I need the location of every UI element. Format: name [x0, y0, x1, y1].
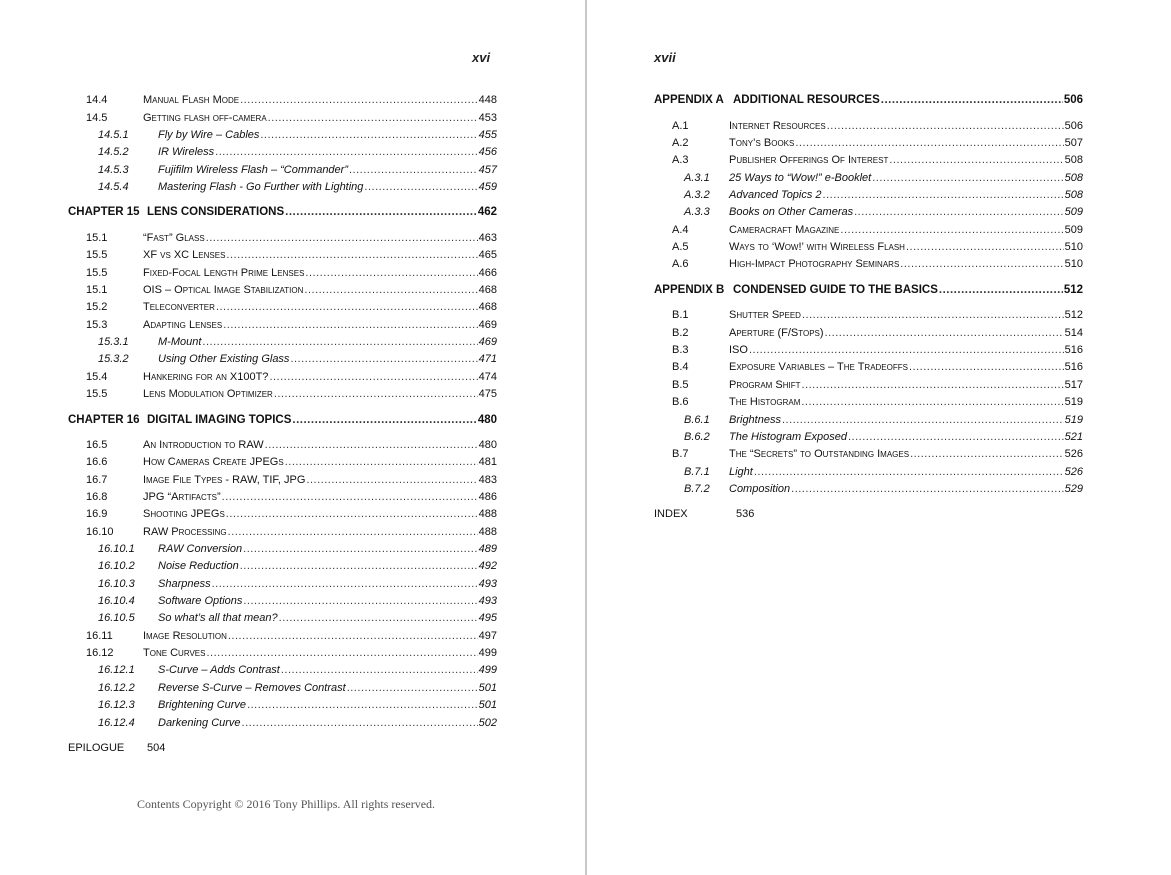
- toc-entry-row: [672, 359, 1083, 376]
- toc-entry-page: 459: [478, 181, 497, 193]
- toc-entry-number: B.7.1: [684, 466, 710, 478]
- toc-entry-title: OIS – Optical Image Stabilization: [143, 284, 304, 296]
- toc-entry-page: 457: [478, 164, 497, 176]
- toc-entry-page: 475: [478, 388, 497, 400]
- toc-entry-row: [684, 170, 1083, 187]
- toc-entry-title: Software Options: [158, 595, 243, 607]
- toc-entry-row: [86, 506, 497, 523]
- toc-entry-number: 16.9: [86, 508, 108, 520]
- toc-entry-title: Noise Reduction: [158, 560, 239, 572]
- toc-entry-page: 456: [478, 146, 497, 158]
- toc-entry-page: 453: [478, 112, 497, 124]
- toc-entry-page: 471: [478, 353, 497, 365]
- dot-leader: [802, 377, 1064, 394]
- toc-entry-number: 14.5.1: [98, 129, 129, 141]
- toc-entry-page: 516: [1064, 344, 1083, 356]
- dot-leader: [247, 697, 478, 714]
- toc-entry-page: 483: [478, 474, 497, 486]
- toc-entry-page: 508: [1064, 154, 1083, 166]
- right-page: [587, 0, 1171, 875]
- toc-chapter-row: [654, 282, 1083, 299]
- toc-entry-row: [86, 299, 497, 316]
- toc-entry-number: 15.5: [86, 249, 108, 261]
- toc-entry-row: [672, 152, 1083, 169]
- toc-entry-page: 509: [1064, 206, 1083, 218]
- toc-entry-title: “Fast” Glass: [143, 232, 205, 244]
- dot-leader: [801, 394, 1063, 411]
- dot-leader: [228, 524, 478, 541]
- dot-leader: [909, 359, 1064, 376]
- toc-entry-number: 16.10.1: [98, 543, 135, 555]
- toc-entry-number: B.7.2: [684, 483, 710, 495]
- toc-entry-row: [672, 239, 1083, 256]
- dot-leader: [228, 628, 478, 645]
- toc-entry-page: 462: [477, 206, 497, 218]
- toc-entry-title: The Histogram: [729, 396, 801, 408]
- toc-entry-title: Darkening Curve: [158, 717, 241, 729]
- toc-entry-row: [86, 247, 497, 264]
- toc-entry-number: 15.5: [86, 267, 108, 279]
- toc-entry-page: 465: [478, 249, 497, 261]
- toc-entry-title: Lens Modulation Optimizer: [143, 388, 273, 400]
- toc-entry-number: 16.12.1: [98, 664, 135, 676]
- copyright-notice: Contents Copyright © 2016 Tony Phillips. All rights reserved.: [137, 797, 436, 811]
- toc-entry-row: [98, 697, 497, 714]
- toc-entry-title: Getting flash off-camera: [143, 112, 267, 124]
- toc-entry-page: 521: [1064, 431, 1083, 443]
- toc-entry-number: 16.10.5: [98, 612, 135, 624]
- toc-entry-number: 16.12: [86, 647, 114, 659]
- toc-entry-row: [684, 204, 1083, 221]
- toc-entry-title: Shooting JPEGs: [143, 508, 225, 520]
- toc-entry-row: [86, 628, 497, 645]
- left-page: [0, 0, 585, 875]
- toc-entry-row: [684, 464, 1083, 481]
- toc-entry-number: A.3.1: [684, 172, 710, 184]
- toc-entry-row: [86, 92, 497, 109]
- dot-leader: [749, 342, 1064, 359]
- toc-entry-page: 468: [478, 284, 497, 296]
- toc-entry-row: [86, 524, 497, 541]
- toc-entry-title: Shutter Speed: [729, 309, 801, 321]
- toc-entry-title: Cameracraft Magazine: [729, 224, 840, 236]
- toc-chapter-row: [68, 204, 497, 221]
- dot-leader: [347, 680, 478, 697]
- toc-entry-number: APPENDIX B: [654, 284, 725, 296]
- toc-entry-row: [86, 317, 497, 334]
- toc-entry-row: [98, 610, 497, 627]
- toc-entry-number: 16.8: [86, 491, 108, 503]
- dot-leader: [795, 135, 1063, 152]
- toc-entry-row: [98, 541, 497, 558]
- toc-entry-title: 25 Ways to “Wow!” e-Booklet: [729, 172, 872, 184]
- toc-entry-number: 14.5.2: [98, 146, 129, 158]
- toc-entry-page: 512: [1063, 284, 1083, 296]
- toc-entry-row: [86, 265, 497, 282]
- dot-leader: [782, 412, 1064, 429]
- toc-entry-number: 15.3.2: [98, 353, 129, 365]
- toc-entry-number: A.6: [672, 258, 689, 270]
- toc-entry-title: Mastering Flash - Go Further with Lighting: [158, 181, 364, 193]
- toc-entry-row: [672, 446, 1083, 463]
- dot-leader: [290, 351, 477, 368]
- toc-section-row: [654, 506, 1083, 523]
- toc-entry-row: [98, 680, 497, 697]
- toc-entry-page: 499: [478, 664, 497, 676]
- toc-entry-title: The Histogram Exposed: [729, 431, 847, 443]
- page-number: xvii: [654, 50, 676, 65]
- toc-entry-title: Tony’s Books: [729, 137, 795, 149]
- toc-entry-row: [98, 558, 497, 575]
- toc-entry-row: [684, 429, 1083, 446]
- toc-entry-number: 15.2: [86, 301, 108, 313]
- dot-leader: [226, 247, 477, 264]
- dot-leader: [206, 645, 477, 662]
- toc-entry-row: [86, 110, 497, 127]
- dot-leader: [240, 92, 478, 109]
- toc-entry-number: A.3.2: [684, 189, 710, 201]
- dot-leader: [881, 92, 1063, 109]
- dot-leader: [304, 282, 477, 299]
- dot-leader: [206, 230, 478, 247]
- toc-entry-row: [98, 715, 497, 732]
- toc-entry-title: Sharpness: [158, 578, 211, 590]
- toc-entry-row: [86, 454, 497, 471]
- toc-entry-title: XF vs XC Lenses: [143, 249, 226, 261]
- toc-entry-page: 486: [478, 491, 497, 503]
- toc-entry-row: [672, 325, 1083, 342]
- toc-entry-page: 469: [478, 336, 497, 348]
- dot-leader: [279, 610, 478, 627]
- toc-entry-title: Teleconverter: [143, 301, 215, 313]
- dot-leader: [240, 558, 478, 575]
- dot-leader: [900, 256, 1063, 273]
- toc-entry-row: [86, 386, 497, 403]
- dot-leader: [364, 179, 477, 196]
- toc-entry-page: 510: [1064, 241, 1083, 253]
- dot-leader: [265, 437, 478, 454]
- toc-entry-number: B.3: [672, 344, 689, 356]
- toc-entry-number: 16.6: [86, 456, 108, 468]
- toc-entry-row: [86, 472, 497, 489]
- toc-entry-page: 507: [1064, 137, 1083, 149]
- toc-entry-page: 466: [478, 267, 497, 279]
- toc-entry-page: 526: [1064, 466, 1083, 478]
- toc-entry-row: [98, 593, 497, 610]
- toc-entry-title: RAW Processing: [143, 526, 227, 538]
- toc-entry-page: 509: [1064, 224, 1083, 236]
- toc-entry-row: [672, 256, 1083, 273]
- dot-leader: [260, 127, 477, 144]
- dot-leader: [825, 325, 1064, 342]
- toc-entry-number: A.5: [672, 241, 689, 253]
- toc-entry-number: 16.10.3: [98, 578, 135, 590]
- toc-entry-page: 501: [478, 682, 497, 694]
- toc-entry-title: ADDITIONAL RESOURCES: [733, 94, 880, 106]
- toc-entry-row: [86, 489, 497, 506]
- dot-leader: [281, 662, 478, 679]
- toc-entry-title: Manual Flash Mode: [143, 94, 240, 106]
- toc-entry-title: High-Impact Photography Seminars: [729, 258, 900, 270]
- toc-entry-row: [672, 342, 1083, 359]
- toc-entry-row: [672, 118, 1083, 135]
- dot-leader: [791, 481, 1064, 498]
- toc-entry-page: 519: [1064, 396, 1083, 408]
- toc-entry-number: 14.5.4: [98, 181, 129, 193]
- toc-entry-title: How Cameras Create JPEGs: [143, 456, 284, 468]
- toc-entry-number: APPENDIX A: [654, 94, 724, 106]
- toc-entry-title: Fixed-Focal Length Prime Lenses: [143, 267, 305, 279]
- toc-entry-number: 15.3.1: [98, 336, 129, 348]
- toc-entry-number: 16.5: [86, 439, 108, 451]
- toc-entry-title: Light: [729, 466, 753, 478]
- toc-entry-row: [98, 662, 497, 679]
- toc-entry-title: Image Resolution: [143, 630, 227, 642]
- dot-leader: [889, 152, 1063, 169]
- toc-entry-number: 16.12.2: [98, 682, 135, 694]
- dot-leader: [802, 307, 1064, 324]
- dot-leader: [823, 187, 1064, 204]
- toc-entry-page: 493: [478, 578, 497, 590]
- toc-entry-page: 508: [1064, 189, 1083, 201]
- toc-entry-page: 512: [1064, 309, 1083, 321]
- toc-entry-number: B.6.1: [684, 414, 710, 426]
- toc-entry-number: 14.5: [86, 112, 108, 124]
- toc-entry-number: A.1: [672, 120, 689, 132]
- toc-entry-page: 469: [478, 319, 497, 331]
- toc-entry-title: Ways to ‘Wow!’ with Wireless Flash: [729, 241, 905, 253]
- toc-entry-title: Fujifilm Wireless Flash – “Commander”: [158, 164, 348, 176]
- toc-entry-title: Image File Types - RAW, TIF, JPG: [143, 474, 306, 486]
- toc-entry-page: 506: [1064, 120, 1083, 132]
- toc-entry-page: 489: [478, 543, 497, 555]
- toc-entry-number: 15.5: [86, 388, 108, 400]
- toc-entry-row: [672, 307, 1083, 324]
- toc-entry-row: [672, 394, 1083, 411]
- toc-entry-number: B.6: [672, 396, 689, 408]
- toc-entry-page: 514: [1064, 327, 1083, 339]
- toc-entry-title: Exposure Variables – The Tradeoffs: [729, 361, 908, 373]
- dot-leader: [226, 506, 478, 523]
- toc-entry-title: Aperture (F/Stops): [729, 327, 824, 339]
- toc-chapter-row: [654, 92, 1083, 109]
- dot-leader: [754, 464, 1064, 481]
- dot-leader: [292, 412, 476, 429]
- dot-leader: [910, 446, 1064, 463]
- toc-entry-page: 463: [478, 232, 497, 244]
- toc-entry-number: INDEX: [654, 508, 688, 520]
- dot-leader: [202, 334, 477, 351]
- dot-leader: [243, 541, 477, 558]
- toc-entry-number: B.2: [672, 327, 689, 339]
- toc-entry-row: [672, 377, 1083, 394]
- toc-entry-number: B.1: [672, 309, 689, 321]
- toc-entry-title: Program Shift: [729, 379, 801, 391]
- toc-entry-page: 517: [1064, 379, 1083, 391]
- toc-entry-number: 16.7: [86, 474, 108, 486]
- toc-entry-page: 480: [477, 414, 497, 426]
- toc-entry-row: [86, 230, 497, 247]
- dot-leader: [223, 317, 477, 334]
- toc-entry-page: 488: [478, 526, 497, 538]
- toc-entry-page: 474: [478, 371, 497, 383]
- toc-chapter-row: [68, 412, 497, 429]
- toc-entry-page: 492: [478, 560, 497, 572]
- toc-entry-row: [684, 481, 1083, 498]
- toc-entry-row: [98, 334, 497, 351]
- toc-entry-page: 488: [478, 508, 497, 520]
- dot-leader: [269, 369, 477, 386]
- toc-entry-number: EPILOGUE: [68, 742, 125, 754]
- toc-entry-title: Composition: [729, 483, 791, 495]
- toc-entry-number: 14.4: [86, 94, 108, 106]
- toc-entry-page: 480: [478, 439, 497, 451]
- toc-entry-page: 499: [478, 647, 497, 659]
- toc-entry-row: [86, 282, 497, 299]
- toc-entry-title: JPG “Artifacts”: [143, 491, 221, 503]
- toc-entry-row: [98, 576, 497, 593]
- toc-entry-page: 519: [1064, 414, 1083, 426]
- toc-entry-title: An Introduction to RAW: [143, 439, 264, 451]
- toc-entry-row: [86, 437, 497, 454]
- dot-leader: [827, 118, 1064, 135]
- toc-entry-row: [98, 179, 497, 196]
- toc-entry-page: 481: [478, 456, 497, 468]
- toc-entry-page: 497: [478, 630, 497, 642]
- dot-leader: [274, 386, 478, 403]
- toc-entry-page: 455: [478, 129, 497, 141]
- toc-entry-title: IR Wireless: [158, 146, 215, 158]
- dot-leader: [939, 282, 1063, 299]
- toc-entry-number: 16.12.4: [98, 717, 135, 729]
- toc-entry-title: Advanced Topics 2: [729, 189, 822, 201]
- toc-entry-title: S-Curve – Adds Contrast: [158, 664, 280, 676]
- toc-entry-title: CONDENSED GUIDE TO THE BASICS: [733, 284, 938, 296]
- dot-leader: [243, 593, 477, 610]
- toc-entry-number: A.3.3: [684, 206, 710, 218]
- toc-entry-title: Reverse S-Curve – Removes Contrast: [158, 682, 346, 694]
- toc-entry-row: [98, 144, 497, 161]
- dot-leader: [848, 429, 1064, 446]
- toc-entry-title: So what’s all that mean?: [158, 612, 278, 624]
- toc-entry-title: DIGITAL IMAGING TOPICS: [147, 414, 292, 426]
- toc-entry-title: Adapting Lenses: [143, 319, 223, 331]
- toc-entry-number: A.4: [672, 224, 689, 236]
- toc-entry-title: Books on Other Cameras: [729, 206, 854, 218]
- dot-leader: [306, 472, 477, 489]
- dot-leader: [242, 715, 478, 732]
- page-number: xvi: [472, 50, 491, 65]
- toc-entry-number: 16.11: [86, 630, 113, 642]
- dot-leader: [305, 265, 477, 282]
- toc-entry-page: 493: [478, 595, 497, 607]
- toc-entry-page: 508: [1064, 172, 1083, 184]
- toc-entry-row: [86, 645, 497, 662]
- dot-leader: [222, 489, 478, 506]
- dot-leader: [268, 110, 478, 127]
- toc-entry-title: 536: [736, 508, 755, 520]
- dot-leader: [215, 144, 478, 161]
- toc-entry-title: Hankering for an X100T?: [143, 371, 269, 383]
- toc-entry-title: Internet Resources: [729, 120, 826, 132]
- toc-entry-page: 529: [1064, 483, 1083, 495]
- toc-entry-row: [672, 222, 1083, 239]
- toc-entry-page: 510: [1064, 258, 1083, 270]
- toc-entry-page: 526: [1064, 448, 1083, 460]
- toc-entry-number: 16.10: [86, 526, 114, 538]
- toc-entry-page: 516: [1064, 361, 1083, 373]
- toc-entry-row: [98, 127, 497, 144]
- toc-entry-title: ISO: [729, 344, 748, 356]
- dot-leader: [840, 222, 1063, 239]
- toc-entry-page: 506: [1063, 94, 1083, 106]
- toc-entry-title: Brightness: [729, 414, 781, 426]
- toc-entry-number: A.2: [672, 137, 689, 149]
- toc-entry-title: Fly by Wire – Cables: [158, 129, 260, 141]
- toc-entry-title: RAW Conversion: [158, 543, 243, 555]
- toc-entry-title: The “Secrets” to Outstanding Images: [729, 448, 910, 460]
- toc-entry-title: 504: [147, 742, 166, 754]
- dot-leader: [906, 239, 1064, 256]
- toc-entry-row: [98, 162, 497, 179]
- toc-entry-number: A.3: [672, 154, 689, 166]
- toc-entry-number: 15.1: [86, 284, 108, 296]
- toc-entry-row: [684, 187, 1083, 204]
- toc-entry-page: 501: [478, 699, 497, 711]
- toc-entry-title: Publisher Offerings Of Interest: [729, 154, 889, 166]
- toc-entry-row: [684, 412, 1083, 429]
- toc-entry-row: [672, 135, 1083, 152]
- toc-entry-number: 15.4: [86, 371, 108, 383]
- toc-entry-title: Brightening Curve: [158, 699, 247, 711]
- toc-entry-number: B.6.2: [684, 431, 710, 443]
- toc-entry-number: 15.1: [86, 232, 108, 244]
- toc-entry-page: 502: [478, 717, 497, 729]
- dot-leader: [216, 299, 478, 316]
- toc-entry-number: CHAPTER 16: [68, 414, 140, 426]
- toc-entry-number: B.5: [672, 379, 689, 391]
- toc-entry-number: 16.10.4: [98, 595, 135, 607]
- toc-entry-number: B.4: [672, 361, 689, 373]
- toc-entry-row: [98, 351, 497, 368]
- toc-entry-number: CHAPTER 15: [68, 206, 140, 218]
- dot-leader: [285, 204, 477, 221]
- toc-entry-title: LENS CONSIDERATIONS: [147, 206, 285, 218]
- toc-section-row: [68, 740, 497, 757]
- toc-entry-number: B.7: [672, 448, 689, 460]
- toc-entry-title: Using Other Existing Glass: [158, 353, 290, 365]
- toc-entry-page: 495: [478, 612, 497, 624]
- toc-entry-number: 16.12.3: [98, 699, 135, 711]
- toc-entry-number: 16.10.2: [98, 560, 135, 572]
- dot-leader: [854, 204, 1064, 221]
- dot-leader: [349, 162, 478, 179]
- toc-entry-page: 448: [478, 94, 497, 106]
- dot-leader: [872, 170, 1063, 187]
- toc-entry-title: M-Mount: [158, 336, 202, 348]
- toc-entry-row: [86, 369, 497, 386]
- dot-leader: [212, 576, 478, 593]
- toc-entry-page: 468: [478, 301, 497, 313]
- dot-leader: [285, 454, 478, 471]
- toc-entry-title: Tone Curves: [143, 647, 206, 659]
- toc-entry-number: 14.5.3: [98, 164, 129, 176]
- toc-entry-number: 15.3: [86, 319, 108, 331]
